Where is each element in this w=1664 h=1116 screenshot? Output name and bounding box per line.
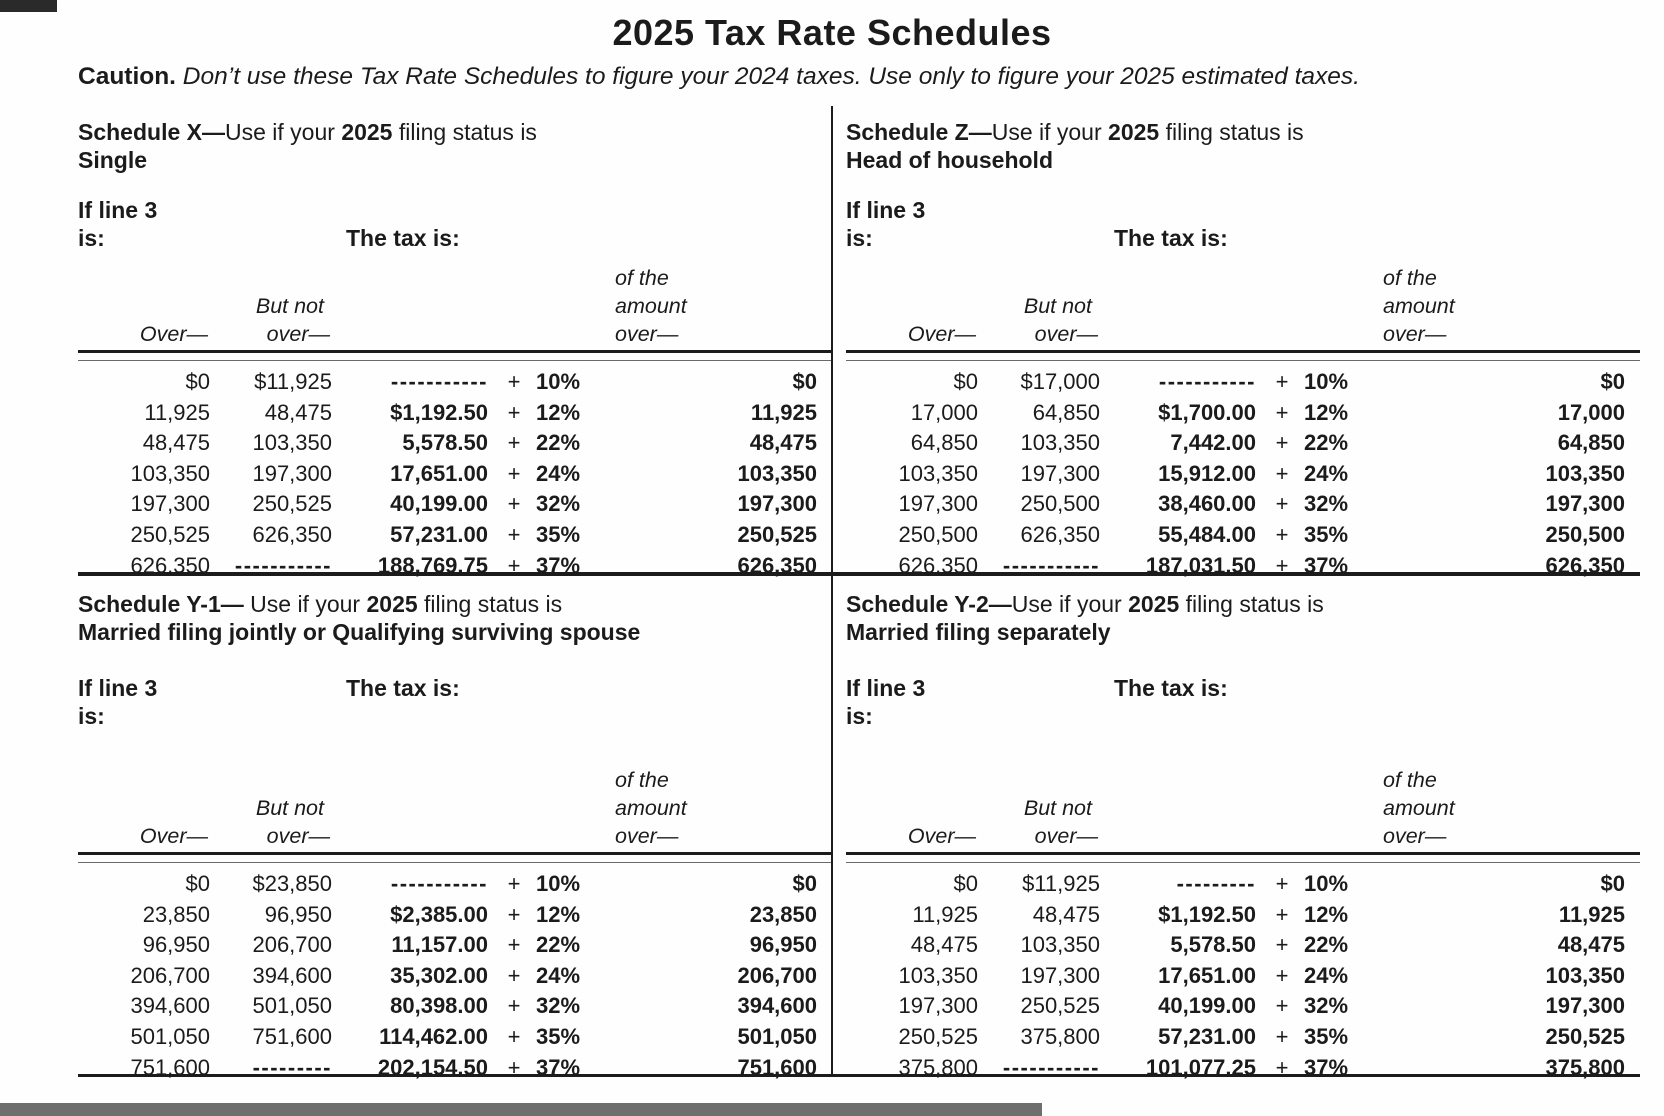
- rate-value: 37%: [1304, 552, 1349, 578]
- over-value: $0: [953, 369, 978, 394]
- amount-over-value: 394,600: [737, 993, 817, 1019]
- over-value: $0: [185, 369, 210, 394]
- rate-value: 22%: [536, 430, 581, 456]
- tax-bracket-row: [846, 991, 1640, 1022]
- but-not-over-value: $11,925: [254, 369, 332, 394]
- plus-sign: +: [1275, 1023, 1289, 1049]
- but-not-over-value: 103,350: [1020, 932, 1100, 958]
- amount-over-value: 375,800: [1545, 1054, 1625, 1080]
- schedule-y1-section: [78, 576, 832, 1080]
- but-not-over-value: $17,000: [1020, 369, 1100, 394]
- schedule-name: Schedule Z—: [846, 119, 992, 145]
- tax-amount-value: 11,157.00: [391, 932, 488, 958]
- but-not-over-value: 206,700: [252, 932, 332, 958]
- over-dash-label: over—: [1383, 322, 1447, 346]
- amount-over-value: 103,350: [1545, 962, 1625, 988]
- but-not-label: But not: [1023, 294, 1092, 318]
- tax-amount-value: 101,077.25: [1145, 1054, 1256, 1080]
- plus-sign: +: [507, 871, 521, 896]
- tax-bracket-row: [78, 900, 832, 931]
- but-not-over-value: 626,350: [252, 521, 332, 547]
- over-value: 103,350: [130, 460, 210, 486]
- but-not-over-value: -----------: [1002, 1054, 1100, 1080]
- amount-label: amount: [615, 796, 687, 820]
- rate-value: 12%: [536, 901, 581, 927]
- but-not-over-value: 751,600: [252, 1023, 332, 1049]
- plus-sign: +: [1275, 901, 1289, 927]
- over-value: 48,475: [910, 932, 978, 958]
- over-label: Over—: [139, 322, 208, 346]
- schedule-title-tail: filing status is: [1159, 119, 1304, 145]
- tax-bracket-row: [78, 520, 832, 551]
- caution-label: Caution.: [78, 63, 176, 90]
- filing-status: Single: [78, 147, 148, 173]
- rate-value: 12%: [1304, 901, 1349, 927]
- over-value: 96,950: [142, 932, 210, 958]
- over-value: 250,525: [898, 1023, 978, 1049]
- amount-label: amount: [615, 294, 687, 318]
- tax-amount-value: 35,302.00: [390, 962, 488, 988]
- amount-over-value: 48,475: [1557, 932, 1625, 958]
- over-dash-label: over—: [266, 322, 330, 346]
- over-value: 197,300: [898, 491, 978, 517]
- over-value: 48,475: [142, 430, 210, 456]
- over-label: Over—: [907, 322, 976, 346]
- over-value: 23,850: [142, 901, 210, 927]
- plus-sign: +: [507, 491, 521, 517]
- if-line-3-label: If line 3: [78, 675, 158, 701]
- rate-value: 35%: [1304, 1023, 1349, 1049]
- amount-over-value: $0: [792, 369, 817, 394]
- if-line-3-label: If line 3: [846, 675, 926, 701]
- tax-bracket-row: [78, 961, 832, 992]
- over-value: 17,000: [910, 399, 978, 425]
- schedule-title-text: Use if your: [224, 119, 342, 145]
- column-headers: [846, 766, 1640, 850]
- plus-sign: +: [1275, 369, 1289, 394]
- amount-over-value: 626,350: [1545, 552, 1625, 578]
- but-not-over-value: 103,350: [1020, 430, 1100, 456]
- tax-amount-value: 40,199.00: [390, 491, 488, 517]
- over-value: 11,925: [144, 399, 210, 425]
- tax-amount-value: $2,385.00: [390, 901, 488, 927]
- header-rule: [846, 350, 1640, 361]
- rate-value: 37%: [536, 552, 581, 578]
- over-dash-label: over—: [266, 824, 330, 848]
- of-the-label: of the: [615, 266, 669, 290]
- rate-value: 10%: [1304, 871, 1349, 896]
- over-label: Over—: [907, 824, 976, 848]
- tax-bracket-row: [78, 1053, 832, 1084]
- schedule-title-text: Use if your: [1011, 591, 1129, 617]
- schedule-title-tail: filing status is: [392, 119, 537, 145]
- tax-amount-value: 5,578.50: [1170, 932, 1256, 958]
- header-rule: [78, 350, 832, 361]
- tax-amount-value: 57,231.00: [1158, 1023, 1256, 1049]
- but-not-over-value: 48,475: [264, 399, 332, 425]
- amount-over-value: $0: [1600, 369, 1625, 394]
- tax-amount-value: 40,199.00: [1158, 993, 1256, 1019]
- amount-over-value: $0: [792, 871, 817, 896]
- rate-value: 35%: [536, 521, 581, 547]
- bracket-rows: [846, 367, 1640, 581]
- plus-sign: +: [1275, 871, 1289, 896]
- schedule-year: 2025: [1128, 591, 1180, 617]
- amount-over-value: 626,350: [737, 552, 817, 578]
- amount-label: amount: [1383, 796, 1455, 820]
- amount-over-value: 250,525: [1545, 1023, 1625, 1049]
- schedule-title: [846, 590, 1640, 618]
- amount-over-value: 197,300: [1545, 491, 1625, 517]
- over-value: 206,700: [130, 962, 210, 988]
- schedule-y2-section: [832, 576, 1640, 1080]
- filing-status: Married filing jointly or Qualifying surviving spouse: [78, 619, 641, 645]
- plus-sign: +: [507, 369, 521, 394]
- plus-sign: +: [507, 399, 521, 425]
- but-not-over-value: 250,525: [1020, 993, 1100, 1019]
- tax-bracket-row: [846, 459, 1640, 490]
- but-not-over-value: 64,850: [1032, 399, 1100, 425]
- tax-amount-value: 202,154.50: [377, 1054, 488, 1080]
- table-head-block: [846, 674, 1640, 730]
- schedule-z-section: [832, 106, 1640, 578]
- tax-amount-value: -----------: [1158, 369, 1256, 394]
- tax-bracket-row: [846, 1053, 1640, 1084]
- tax-amount-value: -----------: [390, 369, 488, 394]
- plus-sign: +: [1275, 521, 1289, 547]
- amount-over-value: 197,300: [1545, 993, 1625, 1019]
- rate-value: 32%: [1304, 993, 1349, 1019]
- over-dash-label: over—: [615, 322, 679, 346]
- rate-value: 35%: [1304, 521, 1349, 547]
- but-not-label: But not: [255, 796, 324, 820]
- but-not-over-value: 103,350: [252, 430, 332, 456]
- over-value: 250,525: [130, 521, 210, 547]
- tax-bracket-row: [846, 1022, 1640, 1053]
- tax-amount-value: -----------: [390, 871, 488, 896]
- is-label: is:: [846, 225, 873, 251]
- amount-over-value: 11,925: [1558, 901, 1625, 927]
- plus-sign: +: [507, 993, 521, 1019]
- tax-bracket-row: [846, 367, 1640, 398]
- tax-bracket-row: [78, 991, 832, 1022]
- plus-sign: +: [507, 521, 521, 547]
- bottom-rule: [78, 1074, 1640, 1077]
- is-label: is:: [846, 703, 873, 729]
- rate-value: 35%: [536, 1023, 581, 1049]
- plus-sign: +: [507, 901, 521, 927]
- caution-note: [78, 62, 1664, 92]
- amount-over-value: 250,525: [737, 521, 817, 547]
- schedule-year: 2025: [1108, 119, 1160, 145]
- if-line-3-label: If line 3: [78, 197, 158, 223]
- but-not-over-value: 96,950: [264, 901, 332, 927]
- over-value: 64,850: [910, 430, 978, 456]
- tax-bracket-row: [846, 930, 1640, 961]
- rate-value: 32%: [1304, 491, 1349, 517]
- filing-status: Head of household: [846, 147, 1053, 173]
- tax-amount-value: 80,398.00: [390, 993, 488, 1019]
- but-not-over-value: 394,600: [252, 962, 332, 988]
- rate-value: 24%: [1304, 962, 1349, 988]
- over-value: 626,350: [898, 552, 978, 578]
- plus-sign: +: [507, 962, 521, 988]
- but-not-over-value: 197,300: [1020, 460, 1100, 486]
- of-the-label: of the: [1383, 266, 1437, 290]
- tax-bracket-row: [78, 428, 832, 459]
- schedule-year: 2025: [341, 119, 393, 145]
- over-value: 250,500: [898, 521, 978, 547]
- rate-value: 12%: [536, 399, 581, 425]
- tax-bracket-row: [78, 459, 832, 490]
- tax-bracket-row: [846, 489, 1640, 520]
- tax-amount-value: 187,031.50: [1145, 552, 1256, 578]
- if-line-3-label: If line 3: [846, 197, 926, 223]
- schedules-grid: [78, 106, 1640, 1080]
- over-dash-label: over—: [615, 824, 679, 848]
- rate-value: 10%: [536, 369, 581, 394]
- tax-bracket-row: [846, 398, 1640, 429]
- schedule-year: 2025: [366, 591, 418, 617]
- rate-value: 32%: [536, 491, 581, 517]
- tax-amount-value: ---------: [1176, 871, 1256, 896]
- amount-over-value: 23,850: [749, 901, 817, 927]
- amount-over-value: $0: [1600, 871, 1625, 896]
- amount-over-value: 197,300: [737, 491, 817, 517]
- tax-amount-value: 55,484.00: [1158, 521, 1256, 547]
- table-head-block: [78, 674, 832, 730]
- tax-amount-value: 17,651.00: [1158, 962, 1256, 988]
- over-dash-label: over—: [1383, 824, 1447, 848]
- schedule-title-text: Use if your: [243, 591, 367, 617]
- caution-text: Don’t use these Tax Rate Schedules to figure your 2024 taxes. Use only to figure your 2025 estimated taxes.: [176, 63, 1360, 90]
- tax-bracket-row: [846, 900, 1640, 931]
- filing-status: Married filing separately: [846, 619, 1111, 645]
- but-not-over-value: 250,500: [1020, 491, 1100, 517]
- rate-value: 32%: [536, 993, 581, 1019]
- tax-bracket-row: [846, 869, 1640, 900]
- but-not-over-value: ---------: [252, 1054, 332, 1080]
- over-value: 751,600: [130, 1054, 210, 1080]
- amount-over-value: 103,350: [1545, 460, 1625, 486]
- tax-bracket-row: [78, 930, 832, 961]
- over-dash-label: over—: [1034, 824, 1098, 848]
- rate-value: 24%: [536, 460, 581, 486]
- tax-bracket-row: [78, 869, 832, 900]
- over-value: 197,300: [130, 491, 210, 517]
- table-head-block: [78, 196, 832, 252]
- but-not-over-value: 48,475: [1032, 901, 1100, 927]
- plus-sign: +: [507, 1023, 521, 1049]
- over-dash-label: over—: [1034, 322, 1098, 346]
- rate-value: 24%: [1304, 460, 1349, 486]
- over-value: 394,600: [130, 993, 210, 1019]
- tax-bracket-row: [846, 961, 1640, 992]
- bracket-rows: [78, 367, 832, 581]
- but-not-over-value: 250,525: [252, 491, 332, 517]
- over-value: 375,800: [898, 1054, 978, 1080]
- rate-value: 12%: [1304, 399, 1349, 425]
- but-not-over-value: -----------: [1002, 552, 1100, 578]
- schedule-name: Schedule X—: [78, 119, 225, 145]
- but-not-over-value: 197,300: [1020, 962, 1100, 988]
- plus-sign: +: [507, 1054, 521, 1080]
- but-not-over-value: $23,850: [252, 871, 332, 896]
- plus-sign: +: [1275, 1054, 1289, 1080]
- tax-amount-value: 114,462.00: [379, 1023, 488, 1049]
- amount-over-value: 17,000: [1557, 399, 1625, 425]
- schedule-name: Schedule Y-1—: [78, 591, 244, 617]
- the-tax-is-label: The tax is:: [1114, 225, 1228, 251]
- plus-sign: +: [507, 430, 521, 456]
- rate-value: 37%: [536, 1054, 581, 1080]
- plus-sign: +: [1275, 460, 1289, 486]
- over-value: $0: [185, 871, 210, 896]
- column-headers: [78, 264, 832, 348]
- over-label: Over—: [139, 824, 208, 848]
- tax-amount-value: 15,912.00: [1158, 460, 1256, 486]
- schedule-title: [78, 118, 832, 146]
- page-title: 2025 Tax Rate Schedules: [612, 12, 1052, 53]
- amount-over-value: 64,850: [1557, 430, 1625, 456]
- but-not-over-value: 501,050: [252, 993, 332, 1019]
- bracket-rows: [78, 869, 832, 1083]
- amount-over-value: 751,600: [737, 1054, 817, 1080]
- over-value: 103,350: [898, 460, 978, 486]
- tax-amount-value: $1,192.50: [1158, 901, 1256, 927]
- over-value: 103,350: [898, 962, 978, 988]
- rate-value: 10%: [1304, 369, 1349, 394]
- tax-amount-value: $1,192.50: [390, 399, 488, 425]
- plus-sign: +: [1275, 552, 1289, 578]
- amount-over-value: 11,925: [750, 399, 817, 425]
- header-rule: [78, 852, 832, 863]
- tax-amount-value: 38,460.00: [1158, 491, 1256, 517]
- tax-bracket-row: [846, 428, 1640, 459]
- but-not-over-value: 197,300: [252, 460, 332, 486]
- tax-amount-value: 7,442.00: [1170, 430, 1256, 456]
- is-label: is:: [78, 703, 105, 729]
- rate-value: 22%: [1304, 932, 1349, 958]
- column-headers: [78, 766, 832, 850]
- over-value: 197,300: [898, 993, 978, 1019]
- rate-value: 37%: [1304, 1054, 1349, 1080]
- over-value: $0: [953, 871, 978, 896]
- rate-value: 10%: [536, 871, 581, 896]
- plus-sign: +: [507, 460, 521, 486]
- tax-amount-value: 188,769.75: [377, 552, 488, 578]
- tax-bracket-row: [846, 520, 1640, 551]
- is-label: is:: [78, 225, 105, 251]
- rate-value: 24%: [536, 962, 581, 988]
- plus-sign: +: [1275, 430, 1289, 456]
- but-not-label: But not: [1023, 796, 1092, 820]
- scan-corner-artifact: [0, 0, 57, 12]
- tax-bracket-row: [78, 489, 832, 520]
- scan-edge-artifact: [0, 1103, 1042, 1116]
- plus-sign: +: [1275, 491, 1289, 517]
- plus-sign: +: [1275, 932, 1289, 958]
- over-value: 626,350: [130, 552, 210, 578]
- schedule-title: [78, 590, 832, 618]
- header-rule: [846, 852, 1640, 863]
- tax-amount-value: $1,700.00: [1158, 399, 1256, 425]
- schedule-title: [846, 118, 1640, 146]
- the-tax-is-label: The tax is:: [346, 225, 460, 251]
- but-not-over-value: $11,925: [1022, 871, 1100, 896]
- amount-over-value: 48,475: [749, 430, 817, 456]
- schedule-name: Schedule Y-2—: [846, 591, 1012, 617]
- plus-sign: +: [507, 932, 521, 958]
- but-not-over-value: 626,350: [1020, 521, 1100, 547]
- table-head-block: [846, 196, 1640, 252]
- of-the-label: of the: [615, 768, 669, 792]
- over-value: 501,050: [130, 1023, 210, 1049]
- rate-value: 22%: [1304, 430, 1349, 456]
- plus-sign: +: [1275, 399, 1289, 425]
- tax-amount-value: 5,578.50: [402, 430, 488, 456]
- plus-sign: +: [1275, 962, 1289, 988]
- amount-over-value: 103,350: [737, 460, 817, 486]
- the-tax-is-label: The tax is:: [346, 675, 460, 701]
- but-not-label: But not: [255, 294, 324, 318]
- over-value: 11,925: [912, 901, 978, 927]
- amount-over-value: 250,500: [1545, 521, 1625, 547]
- but-not-over-value: 375,800: [1020, 1023, 1100, 1049]
- column-headers: [846, 264, 1640, 348]
- rate-value: 22%: [536, 932, 581, 958]
- schedule-title-tail: filing status is: [417, 591, 563, 617]
- bracket-rows: [846, 869, 1640, 1083]
- amount-label: amount: [1383, 294, 1455, 318]
- amount-over-value: 96,950: [749, 932, 817, 958]
- tax-bracket-row: [78, 398, 832, 429]
- schedule-x-section: [78, 106, 832, 578]
- amount-over-value: 206,700: [737, 962, 817, 988]
- plus-sign: +: [507, 552, 521, 578]
- tax-bracket-row: [78, 367, 832, 398]
- amount-over-value: 501,050: [737, 1023, 817, 1049]
- the-tax-is-label: The tax is:: [1114, 675, 1228, 701]
- but-not-over-value: -----------: [234, 552, 332, 578]
- tax-amount-value: 17,651.00: [390, 460, 488, 486]
- tax-amount-value: 57,231.00: [390, 521, 488, 547]
- plus-sign: +: [1275, 993, 1289, 1019]
- schedule-title-tail: filing status is: [1179, 591, 1324, 617]
- schedule-title-text: Use if your: [991, 119, 1109, 145]
- tax-bracket-row: [78, 1022, 832, 1053]
- of-the-label: of the: [1383, 768, 1437, 792]
